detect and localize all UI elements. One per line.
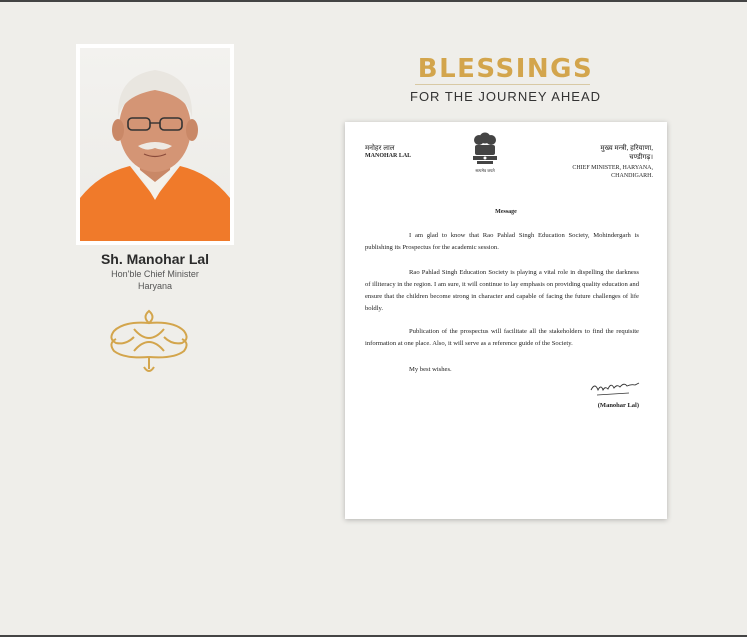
letter-office bbox=[523, 164, 653, 180]
office-line-2: CHANDIGARH. bbox=[611, 173, 653, 179]
heading-subtitle: FOR THE JOURNEY AHEAD bbox=[410, 89, 601, 104]
letter-paragraph: My best wishes. bbox=[409, 366, 452, 373]
letter-paragraph: Publication of the prospectus will facilitate all the stakeholders to find the requisite information at one place. Also, it will serve as a reference guide of the Society. bbox=[365, 328, 639, 347]
signatory-name: (Manohar Lal) bbox=[597, 402, 639, 409]
letter-hindi-office bbox=[533, 144, 653, 162]
portrait-photo bbox=[80, 48, 230, 241]
portrait-frame bbox=[76, 44, 234, 245]
letter-paragraph: Rao Pahlad Singh Education Society is playing a vital role in dispelling the darkness of illiteracy in the region. I am sure, it will continue to lay emphasis on providing quality education and ensure that the children become strong in character and capable of facing the future challenges of life boldly. bbox=[365, 269, 639, 312]
profile-state: Haryana bbox=[137, 281, 173, 291]
message-letter bbox=[345, 122, 667, 519]
profile-role: Hon'ble Chief Minister bbox=[111, 269, 199, 279]
decorative-ornament-icon bbox=[104, 307, 194, 377]
letter-paragraph: I am glad to know that Rao Pahlad Singh Education Society, Mohindergarh is publishing its Prospectus for the academic session. bbox=[365, 232, 639, 251]
letter-subject: Message bbox=[495, 209, 517, 215]
signature-icon bbox=[589, 378, 641, 400]
emblem-motto: सत्यमेव जयते bbox=[475, 168, 495, 173]
state-emblem-icon bbox=[471, 132, 499, 168]
page bbox=[0, 2, 747, 635]
profile-name: Sh. Manohar Lal bbox=[100, 251, 210, 267]
hindi-office-line-2: चण्डीगढ़। bbox=[629, 153, 653, 161]
hindi-office-line-1: मुख्य मन्त्री, हरियाणा, bbox=[600, 144, 653, 152]
office-line-1: CHIEF MINISTER, HARYANA, bbox=[572, 165, 653, 171]
heading-title: BLESSINGS bbox=[417, 54, 594, 84]
letter-hindi-name: मनोहर लाल bbox=[365, 144, 395, 152]
letter-name: MANOHAR LAL bbox=[365, 153, 412, 159]
heading-divider bbox=[415, 84, 590, 85]
